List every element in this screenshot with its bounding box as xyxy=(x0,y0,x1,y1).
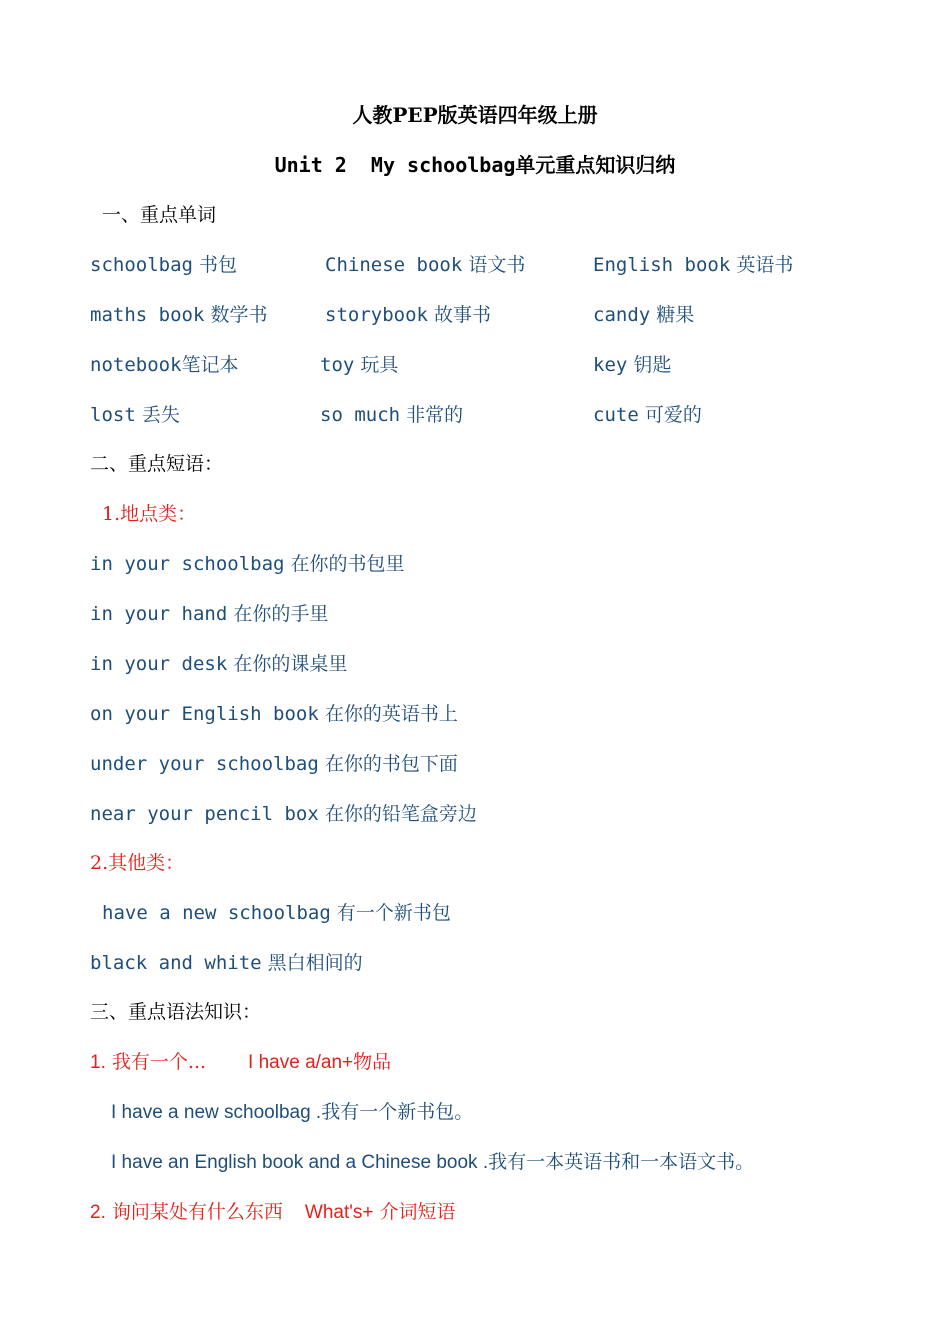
word-zh: 玩具 xyxy=(360,354,399,376)
grammar-point-1 xyxy=(90,1049,391,1076)
word-en: schoolbag xyxy=(90,254,193,276)
word-zh: 故事书 xyxy=(434,304,492,326)
word-en: lost xyxy=(90,404,136,426)
word-item xyxy=(593,352,671,378)
word-item xyxy=(320,402,463,428)
phrase-item xyxy=(90,651,347,677)
page-subtitle xyxy=(0,152,950,178)
phrase-en: on your English book xyxy=(90,703,319,725)
example-sentence xyxy=(111,1099,473,1126)
word-en: toy xyxy=(320,354,355,376)
word-zh: 非常的 xyxy=(406,404,464,426)
word-item xyxy=(320,352,398,378)
word-item xyxy=(90,402,180,428)
phrase-zh: 在你的课桌里 xyxy=(233,653,348,675)
phrase-item xyxy=(102,900,451,926)
phrase-zh: 在你的书包里 xyxy=(290,553,405,575)
word-zh: 书包 xyxy=(199,254,238,276)
word-zh: 可爱的 xyxy=(644,404,702,426)
word-en: storybook xyxy=(325,304,428,326)
phrase-zh: 在你的书包下面 xyxy=(324,753,458,775)
word-item xyxy=(593,302,694,328)
phrase-item xyxy=(90,950,363,976)
subtitle-suffix: 单元重点知识归纳 xyxy=(515,153,676,177)
phrase-en: in your schoolbag xyxy=(90,553,285,575)
word-zh: 数学书 xyxy=(210,304,268,326)
phrase-zh: 在你的铅笔盒旁边 xyxy=(324,803,477,825)
word-en: Chinese book xyxy=(325,254,463,276)
word-item xyxy=(593,252,793,278)
phrase-en: in your desk xyxy=(90,653,228,675)
example-zh: 我有一本英语书和一本语文书。 xyxy=(488,1151,755,1173)
phrase-zh: 黑白相间的 xyxy=(267,952,363,974)
word-zh: 丢失 xyxy=(141,404,180,426)
word-item xyxy=(90,352,239,378)
word-zh: 语文书 xyxy=(468,254,526,276)
phrase-item xyxy=(90,601,328,627)
word-zh: 笔记本 xyxy=(181,354,239,376)
phrase-item xyxy=(90,801,477,827)
point-pattern-zh: 物品 xyxy=(353,1051,392,1073)
phrase-item xyxy=(90,701,458,727)
word-en: English book xyxy=(593,254,731,276)
word-zh: 钥匙 xyxy=(633,354,672,376)
point-zh: 我有一个... xyxy=(111,1051,207,1073)
section3-heading: 三、重点语法知识： xyxy=(90,1001,262,1023)
subtitle-unit: Unit 2 My schoolbag xyxy=(274,153,516,177)
section1-heading: 一、重点单词 xyxy=(102,204,217,226)
word-en: cute xyxy=(593,404,639,426)
word-item xyxy=(90,252,237,278)
word-zh: 糖果 xyxy=(656,304,695,326)
phrase-zh: 有一个新书包 xyxy=(336,902,451,924)
section2-sub1-heading: 1.地点类： xyxy=(102,503,197,525)
word-en: candy xyxy=(593,304,651,326)
word-en: key xyxy=(593,354,628,376)
phrase-en: black and white xyxy=(90,952,262,974)
word-item xyxy=(90,302,267,328)
word-en: maths book xyxy=(90,304,205,326)
point-number: 2. xyxy=(90,1202,106,1223)
phrase-item xyxy=(90,751,458,777)
example-en: I have an English book and a Chinese book . xyxy=(111,1152,489,1173)
phrase-zh: 在你的英语书上 xyxy=(324,703,458,725)
word-item xyxy=(325,252,525,278)
phrase-en: have a new schoolbag xyxy=(102,902,331,924)
word-en: notebook xyxy=(90,354,182,376)
phrase-en: near your pencil box xyxy=(90,803,319,825)
word-en: so much xyxy=(320,404,401,426)
phrase-zh: 在你的手里 xyxy=(233,603,329,625)
point-pattern: What's+ xyxy=(304,1202,374,1223)
section2-sub2-heading: 2.其他类： xyxy=(90,852,185,874)
grammar-point-2 xyxy=(90,1199,456,1226)
word-item xyxy=(593,402,702,428)
point-zh: 询问某处有什么东西 xyxy=(111,1201,283,1223)
point-number: 1. xyxy=(90,1052,106,1073)
phrase-item xyxy=(90,551,405,577)
page-title: 人教PEP版英语四年级上册 xyxy=(352,103,598,127)
example-zh: 我有一个新书包。 xyxy=(321,1101,474,1123)
point-pattern: I have a/an+ xyxy=(248,1052,354,1073)
example-en: I have a new schoolbag . xyxy=(111,1102,322,1123)
word-item xyxy=(325,302,491,328)
point-pattern-zh: 介词短语 xyxy=(379,1201,456,1223)
word-zh: 英语书 xyxy=(736,254,794,276)
phrase-en: in your hand xyxy=(90,603,228,625)
example-sentence xyxy=(111,1149,754,1176)
phrase-en: under your schoolbag xyxy=(90,753,319,775)
section2-heading: 二、重点短语： xyxy=(90,453,224,475)
